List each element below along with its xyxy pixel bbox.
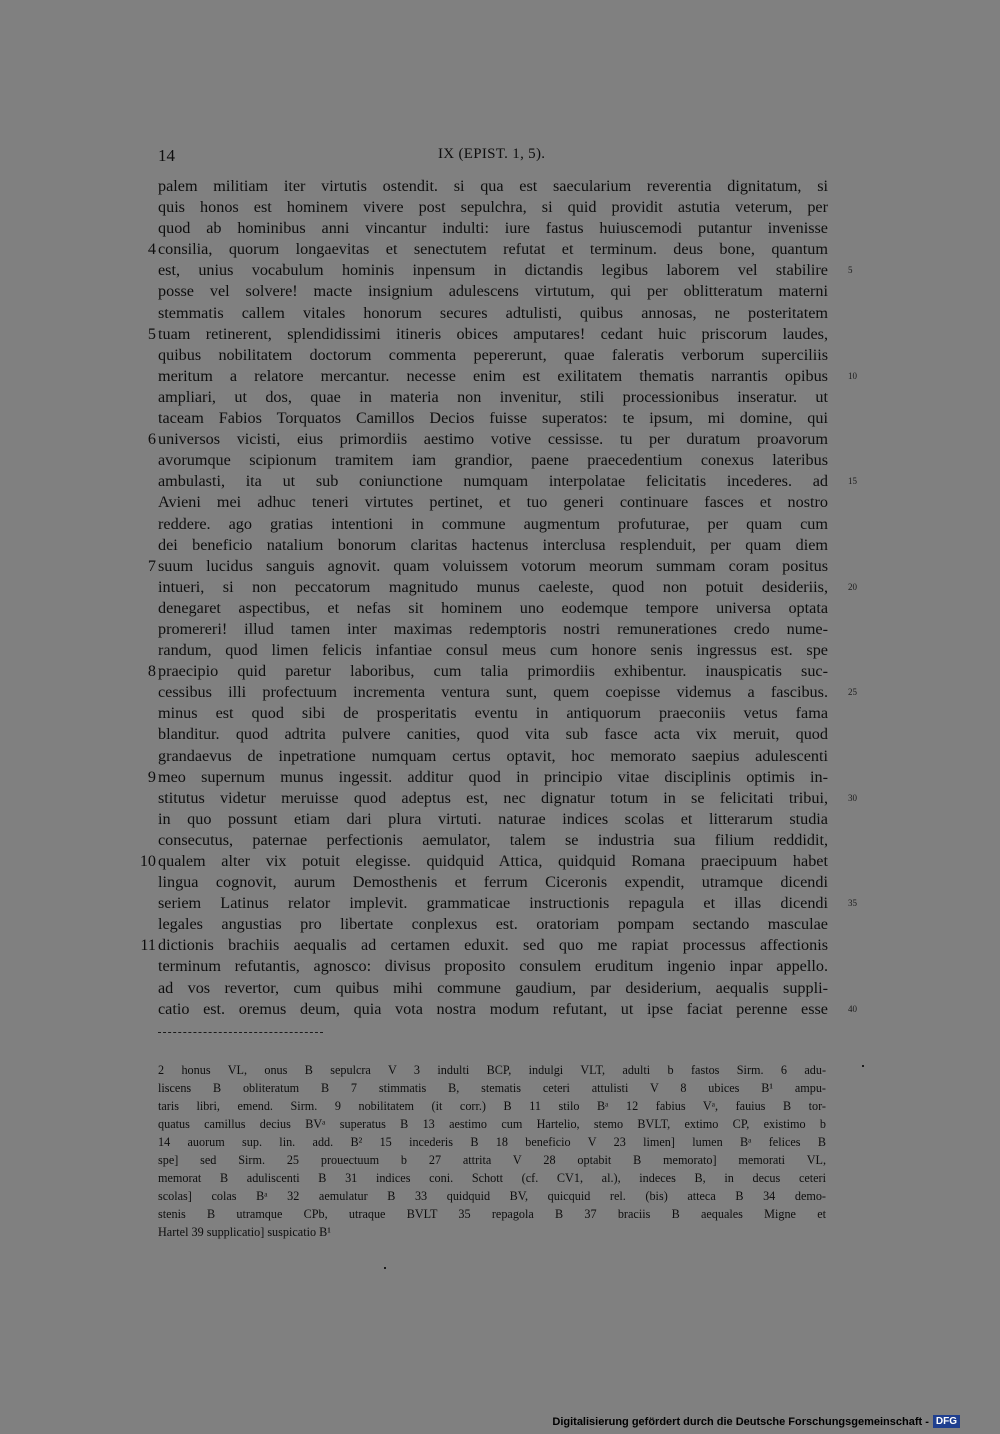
text-line bbox=[130, 851, 870, 872]
text-line bbox=[130, 366, 870, 387]
note-line: spe] sed Sirm. 25 prouectuum b 27 attrita V 28 optabit B memorato] memorati VL, bbox=[158, 1153, 826, 1167]
text-line bbox=[130, 661, 870, 682]
line-number: 30 bbox=[848, 792, 857, 803]
line-number: 40 bbox=[848, 1003, 857, 1014]
footnote-divider bbox=[158, 1032, 323, 1033]
line-text: Avieni mei adhuc teneri virtutes pertinet, et tuo generi continuare fasces et nostro bbox=[158, 493, 828, 512]
text-line bbox=[130, 577, 870, 598]
text-line bbox=[130, 324, 870, 345]
line-text: est, unius vocabulum hominis inpensum in dictandis legibus laborem vel stabilire bbox=[158, 261, 828, 280]
text-line bbox=[130, 978, 870, 999]
section-number: 4 bbox=[147, 240, 156, 259]
line-text: stemmatis callem vitales honorum secures adtulisti, quibus annosas, ne posteritatem bbox=[158, 303, 828, 322]
line-text: catio est. oremus deum, quia vota nostra modum refutant, ut ipse faciat perenne esse bbox=[158, 999, 828, 1018]
line-text: blanditur. quod adtrita pulvere canities, quod vita sub fasce acta vix meruit, quod bbox=[158, 725, 828, 744]
page-number: 14 bbox=[158, 146, 175, 165]
line-text: in quo possunt etiam dari plura virtuti. naturae indices scolas et litterarum studia bbox=[158, 809, 828, 828]
text-line bbox=[130, 450, 870, 471]
line-text: tuam retinerent, splendidissimi itineris obices amputares! cedant huic priscorum laudes, bbox=[158, 324, 828, 343]
line-text: reddere. ago gratias intentioni in commune augmentum profuturae, per quam cum bbox=[158, 514, 828, 533]
section-number: 8 bbox=[147, 662, 156, 681]
text-line bbox=[130, 218, 870, 239]
text-line bbox=[130, 767, 870, 788]
text-line bbox=[130, 303, 870, 324]
text-line bbox=[130, 724, 870, 745]
line-text: praecipio quid paretur laboribus, cum talia primordiis exhibentur. inauspicatis suc- bbox=[158, 662, 828, 681]
line-text: quibus nobilitatem doctorum commenta pepererunt, quae faleratis verborum superciliis bbox=[158, 345, 828, 364]
text-line bbox=[130, 640, 870, 661]
section-number: 6 bbox=[147, 430, 156, 449]
section-number: 5 bbox=[147, 324, 156, 343]
line-text: intueri, si non peccatorum magnitudo munus caeleste, quod non potuit desideriis, bbox=[158, 577, 828, 596]
note-line: scolas] colas Bᵃ 32 aemulatur B 33 quidquid BV, quicquid rel. (bis) atteca B 34 demo- bbox=[158, 1189, 826, 1203]
text-line bbox=[130, 746, 870, 767]
text-line bbox=[130, 703, 870, 724]
line-number: 5 bbox=[848, 265, 853, 276]
line-number: 15 bbox=[848, 476, 857, 487]
text-line bbox=[130, 682, 870, 703]
speck bbox=[862, 1065, 864, 1067]
note-line: taris libri, emend. Sirm. 9 nobilitatem (it corr.) B 11 stilo Bᵃ 12 fabius Vᵃ, fauius B tor- bbox=[158, 1099, 826, 1113]
line-text: randum, quod limen felicis infantiae consul meus cum honore senis ingressus est. spe bbox=[158, 641, 828, 660]
banner-text: Digitalisierung gefördert durch die Deutsche Forschungsgemeinschaft - bbox=[552, 1415, 929, 1428]
text-line bbox=[130, 260, 870, 281]
note-line: liscens B obliteratum B 7 stimmatis B, stematis ceteri attulisti V 8 ubices B¹ ampu- bbox=[158, 1081, 826, 1095]
section-number: 9 bbox=[147, 767, 156, 786]
line-text: consecutus, paternae perfectionis aemulator, talem se industria sua filium reddidit, bbox=[158, 830, 828, 849]
line-text: ampliari, ut dos, quae in materia non invenitur, stili processionibus inseratur. ut bbox=[158, 387, 828, 406]
text-line bbox=[130, 893, 870, 914]
line-text: consilia, quorum longaevitas et senectutem refutat et terminum. deus bone, quantum bbox=[158, 240, 828, 259]
line-text: stitutus videtur meruisse quod adeptus est, nec dignatur totum in se felicitati tribui, bbox=[158, 788, 828, 807]
line-text: terminum refutantis, agnosco: divisus proposito consulem eruditum ingenio inpar appello. bbox=[158, 957, 828, 976]
note-line: 2 honus VL, onus B sepulcra V 3 indulti BCP, indulgi VLT, adulti b fastos Sirm. 6 adu- bbox=[158, 1063, 826, 1077]
text-line bbox=[130, 788, 870, 809]
text-line bbox=[130, 514, 870, 535]
line-number: 10 bbox=[848, 370, 857, 381]
text-line bbox=[130, 429, 870, 450]
text-line bbox=[130, 408, 870, 429]
line-text: palem militiam iter virtutis ostendit. si qua est saecularium reverentia dignitatum, si bbox=[158, 177, 828, 195]
note-line: quatus camillus decius BVᵃ superatus B 13 aestimo cum Hartelio, stemo BVLT, extimo CP, existimo b bbox=[158, 1117, 826, 1131]
line-number: 35 bbox=[848, 898, 857, 909]
line-text: dictionis brachiis aequalis ad certamen eduxit. sed quo me rapiat processus affectionis bbox=[158, 936, 828, 955]
line-text: qualem alter vix potuit elegisse. quidquid Attica, quidquid Romana praecipuum habet bbox=[158, 852, 828, 870]
line-text: avorumque scipionum tramitem iam grandior, paene praecedentium conexus lateribus bbox=[158, 451, 828, 470]
section-number: 11 bbox=[140, 936, 156, 955]
text-line bbox=[130, 809, 870, 830]
line-text: denegaret aspectibus, et nefas sit hominem uno eodemque tempore universa optata bbox=[158, 598, 828, 617]
text-line bbox=[130, 619, 870, 640]
line-text: seriem Latinus relator implevit. grammaticae instructionis repagula et illas dicendi bbox=[158, 894, 828, 913]
line-text: suum lucidus sanguis agnovit. quam voluissem votorum meorum summam coram positus bbox=[158, 556, 828, 575]
text-line bbox=[130, 999, 870, 1020]
text-line bbox=[130, 471, 870, 492]
text-line bbox=[130, 956, 870, 977]
text-line bbox=[130, 197, 870, 218]
text-line bbox=[130, 830, 870, 851]
line-text: meritum a relatore mercantur. necesse enim est exilitatem thematis narrantis opibus bbox=[158, 366, 828, 385]
line-text: dei beneficio natalium bonorum claritas hactenus interclusa resplenduit, per quam diem bbox=[158, 535, 828, 554]
line-text: taceam Fabios Torquatos Camillos Decios fuisse superatos: te ipsum, mi domine, qui bbox=[158, 409, 828, 428]
line-number: 20 bbox=[848, 581, 857, 592]
text-line bbox=[130, 492, 870, 513]
line-text: cessibus illi profectuum incrementa ventura sunt, quem coepisse videmus a fascibus. bbox=[158, 683, 828, 702]
text-line bbox=[130, 176, 870, 197]
text-line bbox=[130, 345, 870, 366]
dfg-logo-icon: DFG bbox=[933, 1415, 960, 1428]
line-text: quis honos est hominem vivere post sepulchra, si quid providit astutia veterum, per bbox=[158, 198, 828, 217]
text-line bbox=[130, 239, 870, 260]
line-text: universos vicisti, eius primordiis aestimo votive cessisse. tu per duratum proavorum bbox=[158, 430, 828, 449]
text-line bbox=[130, 872, 870, 893]
line-text: grandaevus de inpetratione numquam certus optavit, hoc memorato saepius adulescenti bbox=[158, 746, 828, 765]
section-number: 10 bbox=[139, 852, 156, 870]
text-line bbox=[130, 387, 870, 408]
line-text: minus est quod sibi de prosperitatis eventu in antiquorum praeconiis vetus fama bbox=[158, 704, 828, 723]
note-line: 14 auorum sup. lin. add. B² 15 incederis B 18 beneficio V 23 limen] lumen Bᵃ felices B bbox=[158, 1135, 826, 1149]
line-text: ambulasti, ita ut sub coniunctione numquam interpolatae felicitatis incederes. ad bbox=[158, 472, 828, 491]
text-line bbox=[130, 914, 870, 935]
line-text: posse vel solvere! macte insignium adulescens virtutum, qui per oblitteratum materni bbox=[158, 282, 828, 301]
line-number: 25 bbox=[848, 687, 857, 698]
speck bbox=[384, 1267, 386, 1269]
note-line: Hartel 39 supplicatio] suspicatio B¹ bbox=[158, 1225, 331, 1239]
text-line bbox=[130, 598, 870, 619]
note-line: stenis B utramque CPb, utraque BVLT 35 repagola B 37 braciis B aequales Migne et bbox=[158, 1207, 826, 1221]
main-text bbox=[130, 176, 870, 1020]
line-text: lingua cognovit, aurum Demosthenis et ferrum Ciceronis expendit, utramque dicendi bbox=[158, 873, 828, 892]
text-line bbox=[130, 281, 870, 302]
line-text: ad vos revertor, cum quibus mihi commune gaudium, par desiderium, aequalis suppli- bbox=[158, 978, 828, 997]
section-number: 7 bbox=[147, 556, 156, 575]
text-line bbox=[130, 535, 870, 556]
text-line bbox=[130, 556, 870, 577]
dfg-banner bbox=[552, 1415, 960, 1428]
apparatus-notes bbox=[158, 1061, 826, 1241]
line-text: promereri! illud tamen inter maximas redemptoris nostri remunerationes credo nume- bbox=[158, 619, 828, 638]
line-text: legales angustias pro libertate conplexus est. oratoriam pompam sectando masculae bbox=[158, 915, 828, 934]
note-line: memorat B aduliscenti B 31 indices coni. Schott (cf. CV1, al.), indeces B, in decus ceteri bbox=[158, 1171, 826, 1185]
text-line bbox=[130, 935, 870, 956]
running-title: IX (EPIST. 1, 5). bbox=[438, 146, 546, 162]
line-text: meo supernum munus ingessit. additur quod in principio vitae disciplinis optimis in- bbox=[158, 767, 828, 786]
line-text: quod ab hominibus anni vincantur indulti: iure fastus huiuscemodi putantur invenisse bbox=[158, 219, 828, 238]
